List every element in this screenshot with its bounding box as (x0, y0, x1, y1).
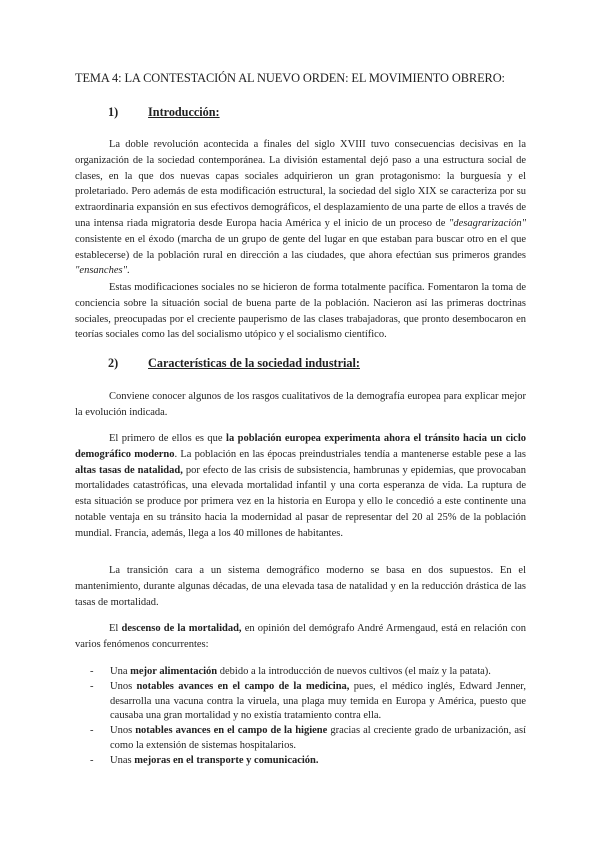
section-title: Introducción: (148, 105, 220, 119)
paragraph-transicion: La transición cara a un sistema demográfico moderno se basa en dos supuestos. En el mantenimiento, durante algunas décadas, de una elevada tasa de natalidad y en la reducción drástica de las tasas de mortalidad. (75, 565, 526, 608)
text-run: consistente en el éxodo (marcha de un grupo de gente del lugar en que estaban para buscar otro en el que establecerse) de la población rural en dirección a las ciudades, que ahora efectúan sus primeros grandes (75, 233, 526, 261)
section-number: 1) (108, 105, 119, 119)
phenomena-list (90, 665, 526, 769)
text-run: debido a la introducción de nuevos cultivos (el maíz y la patata). (217, 666, 491, 677)
text-run: El (109, 623, 122, 634)
text-run: gracias al creciente grado de urbanización, así como la extensión de sistemas hospitalarios. (110, 725, 526, 751)
text-run: Unas (110, 754, 135, 766)
bullet-dash: - (90, 725, 94, 737)
section-heading-caracteristicas (108, 356, 360, 371)
italic-term: "ensanches" (75, 265, 127, 277)
bold-term: mejor alimentación (130, 666, 218, 677)
section-heading-introduccion (108, 105, 220, 120)
italic-term: "desagrarización" (448, 217, 526, 229)
paragraph-intro-2: Estas modificaciones sociales no se hicieron de forma totalmente pacífica. Fomentaron la toma de conciencia sobre la situación social de buena parte de la población. Nacieron así las primeras doctrinas sociales, preocupadas por el creciente pauperismo de las clases trabajadoras, que pronto desembocaron en teorías sociales como las del socialismo utópico y el socialismo científico. (75, 282, 526, 341)
list-item (90, 680, 526, 724)
text-run: . (126, 265, 130, 277)
bold-term: mejoras en el transporte y comunicación. (134, 754, 319, 766)
bold-term: descenso de la mortalidad, (121, 623, 242, 634)
bold-term: notables avances en el campo de la medicina, (136, 680, 350, 692)
text-run: El primero de ellos es que (109, 433, 227, 444)
text-run: Unos (110, 680, 137, 692)
bullet-dash: - (90, 680, 94, 692)
text-run: por efecto de las crisis de subsistencia, hambrunas y epidemias, que provocaban mortalidades catastróficas, una elevada mortalidad infantil y una corta esperanza de vida. La ruptura de esta situación se produce por primera vez en la historia en Europa y ello le concedió a este continente una notable ventaja en su tránsito hacia la modernidad al pasar de representar del 20 al 25% de la población mundial. Francia, además, llega a los 40 millones de habitantes. (75, 464, 526, 539)
paragraph-mortalidad (75, 621, 526, 653)
list-item (90, 665, 526, 680)
text-run: en opinión del demógrafo André Armengaud, está en relación con varios fenómenos concurrentes: (75, 623, 526, 650)
list-item (90, 724, 526, 754)
text-run: La doble revolución acontecida a finales del siglo XVIII tuvo consecuencias decisivas en la organización de la sociedad contemporánea. La división estamental dejó paso a una estructura social de clases, en la que dos nuevas capas sociales adquirieron un gran protagonismo: la burguesía y el proletariado. Pero además de esta modificación estructural, la sociedad del siglo XIX se caracteriza por su extraordinaria expansión en sus efectivos demográficos, el desplazamiento de una parte de ellos a través de una intensa riada migratoria desde Europa hacia América y el inicio de un proceso de (75, 139, 526, 229)
text-run: . La población en las épocas preindustriales tendía a mantenerse estable pese a las (174, 448, 526, 460)
bold-term: notables avances en el campo de la higiene (135, 725, 328, 737)
list-item (90, 754, 526, 769)
text-run: pues, el médico inglés, Edward Jenner, desarrolla una vacuna contra la viruela, una plaga muy temida en Europa y América, puesto que causaba una gran mortalidad y no existía tratamiento contra ella. (110, 680, 526, 722)
text-run: Unos (110, 725, 136, 737)
bullet-dash: - (90, 754, 94, 766)
bold-term: la población europea experimenta ahora el tránsito hacia un ciclo demográfico moderno (75, 433, 526, 460)
page-title: TEMA 4: LA CONTESTACIÓN AL NUEVO ORDEN: EL MOVIMIENTO OBRERO: (75, 71, 505, 85)
paragraph-intro-1 (75, 137, 526, 279)
text-run: Una (110, 666, 131, 677)
paragraph-demografia-intro: Conviene conocer algunos de los rasgos cualitativos de la demografía europea para explicar mejor la evolución indicada. (75, 391, 526, 418)
paragraph-ciclo-demografico (75, 431, 526, 542)
section-number: 2) (108, 356, 119, 370)
section-title: Características de la sociedad industrial: (148, 356, 360, 370)
bold-term: altas tasas de natalidad, (75, 464, 183, 476)
bullet-dash: - (90, 666, 94, 677)
